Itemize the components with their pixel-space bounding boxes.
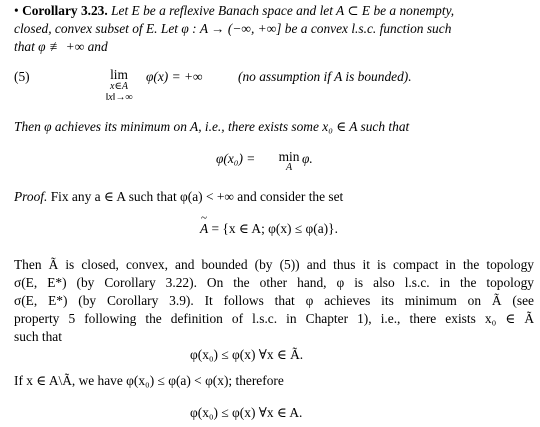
proof-line-1 bbox=[14, 188, 534, 207]
limit-lim: lim bbox=[110, 67, 128, 82]
corollary-line-3: that φ ≢ +∞ and bbox=[14, 39, 108, 54]
inequality-2: φ(x₀) ≤ φ(x) ∀x ∈ A. bbox=[190, 405, 303, 420]
proof-label: Proof. bbox=[14, 189, 48, 204]
min-equation-left: φ(x₀) = bbox=[216, 151, 256, 166]
equation-5-note: (no assumption if A is bounded). bbox=[238, 69, 412, 84]
proof-para-1: Then Ã is closed, convex, and bounded (by (5)) and thus it is compact in the topology bbox=[14, 257, 534, 272]
proof-text-1: Fix any a ∈ A such that φ(a) < +∞ and consider the set bbox=[50, 189, 344, 204]
corollary-text-1: Let E be a reflexive Banach space and let A ⊂ E be a nonempty, bbox=[111, 3, 455, 18]
corollary-line-1 bbox=[14, 2, 534, 21]
corollary-bullet: • bbox=[14, 3, 19, 18]
then-statement: Then φ achieves its minimum on A, i.e., there exists some x₀ ∈ A such that bbox=[14, 119, 410, 134]
min-equation-right: φ. bbox=[302, 151, 313, 166]
min-operator bbox=[276, 150, 302, 173]
set-lhs: ~ A bbox=[200, 220, 208, 239]
min-text: min bbox=[278, 149, 300, 164]
set-definition bbox=[200, 220, 338, 239]
proof-para-3: σ(E, E*) (by Corollary 3.9). It follows that φ achieves its minimum on Ã (see bbox=[14, 293, 534, 308]
limit-operator bbox=[96, 68, 142, 103]
set-rhs: = {x ∈ A; φ(x) ≤ φ(a)}. bbox=[208, 221, 338, 236]
corollary-label: Corollary 3.23. bbox=[22, 3, 108, 18]
equation-5-body: φ(x) = +∞ bbox=[146, 69, 203, 84]
limit-sub-2: ‖x‖→∞ bbox=[105, 92, 133, 104]
proof-para-5: such that bbox=[14, 329, 62, 344]
proof-para-2: σ(E, E*) (by Corollary 3.22). On the other hand, φ is also l.s.c. in the topology bbox=[14, 275, 534, 290]
min-sub: A bbox=[285, 162, 293, 174]
proof-para-6: If x ∈ A\Ã, we have φ(x₀) ≤ φ(a) < φ(x); therefore bbox=[14, 373, 284, 388]
proof-para-4: property 5 following the definition of l.s.c. in Chapter 1), i.e., there exists x₀ ∈ Ã bbox=[14, 311, 534, 326]
inequality-1: φ(x₀) ≤ φ(x) ∀x ∈ Ã. bbox=[190, 347, 304, 362]
equation-number-5: (5) bbox=[14, 69, 30, 84]
corollary-line-2: closed, convex subset of E. Let φ : A → (−∞, +∞] be a convex l.s.c. function such bbox=[14, 21, 452, 36]
limit-sub-1: x∈A bbox=[110, 81, 128, 93]
